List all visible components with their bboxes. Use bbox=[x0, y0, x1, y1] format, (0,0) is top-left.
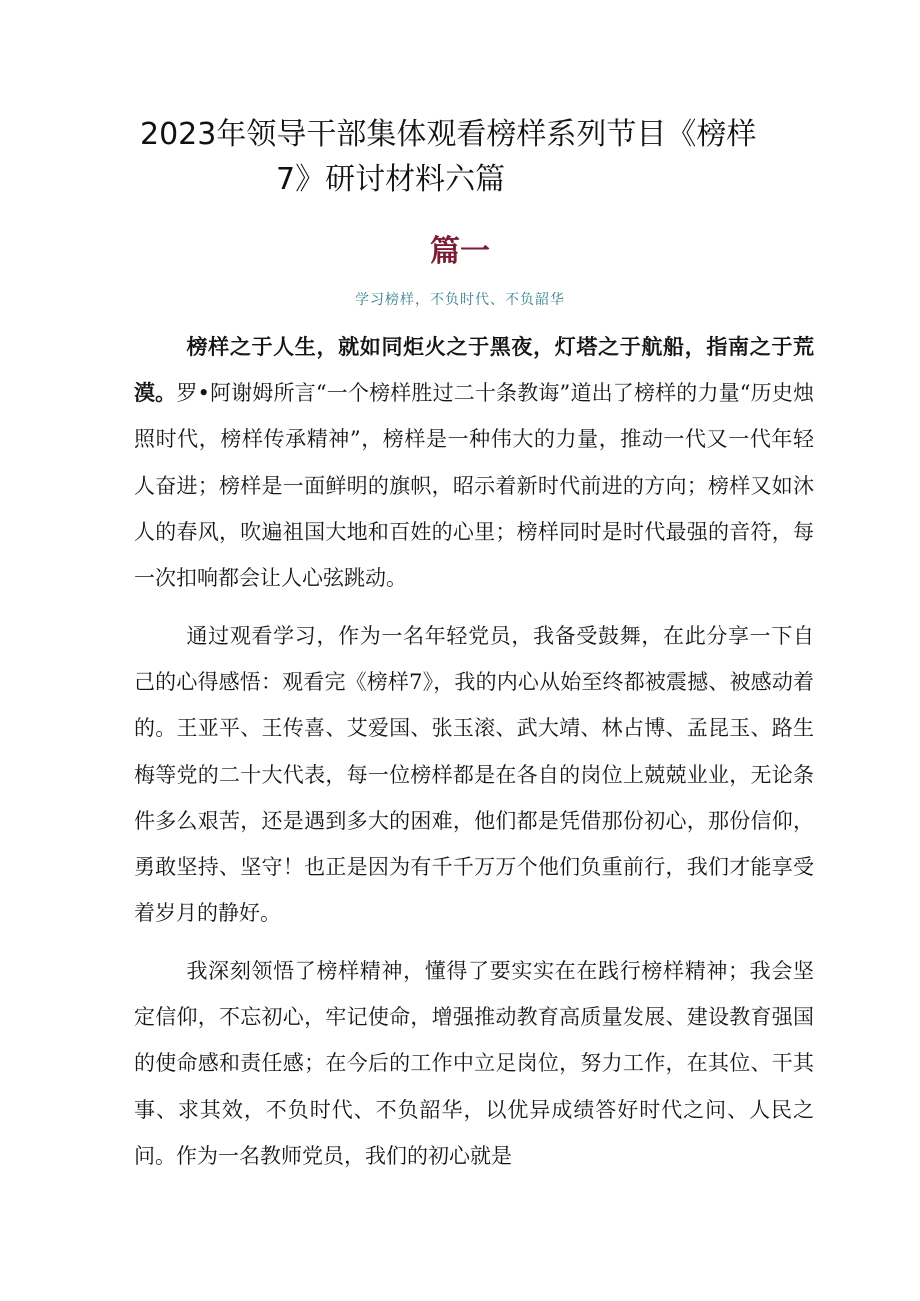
paragraph-2 bbox=[134, 613, 814, 936]
paragraph-2-text: 通过观看学习，作为一名年轻党员，我备受鼓舞，在此分享一下自己的心得感悟：观看完《榜样7》，我的内心从始至终都被震撼、被感动着的。王亚平、王传喜、艾爱国、张玉滚、武大靖、林占博、孟昆玉、路生梅等党的二十大代表，每一位榜样都是在各自的岗位上兢兢业业，无论条件多么艰苦，还是遇到多大的困难，他们都是凭借那份初心，那份信仰，勇敢坚持、坚守！也正是因为有千千万万个他们负重前行，我们才能享受着岁月的静好。 bbox=[134, 624, 814, 926]
paragraph-3-text: 我深刻领悟了榜样精神，懂得了要实实在在践行榜样精神；我会坚定信仰，不忘初心，牢记使命，增强推动教育高质量发展、建设教育强国的使命感和责任感；在今后的工作中立足岗位，努力工作，在其位、干其事、求其效，不负时代、不负韶华，以优异成绩答好时代之问、人民之问。作为一名教师党员，我们的初心就是 bbox=[134, 959, 814, 1168]
document-title bbox=[140, 112, 800, 202]
paragraph-1 bbox=[134, 324, 814, 601]
paragraph-3 bbox=[134, 948, 814, 1179]
document-title-line-2: 7》研讨材料六篇 bbox=[276, 162, 506, 197]
section-subtitle: 学习榜样，不负时代、不负韶华 bbox=[355, 292, 565, 308]
paragraph-1-text: 罗•阿谢姆所言“一个榜样胜过二十条教诲”道出了榜样的力量“历史烛照时代，榜样传承精神”，榜样是一种伟大的力量，推动一代又一代年轻人奋进；榜样是一面鲜明的旗帜，昭示着新时代前进的方向；榜样又如沐人的春风，吹遍祖国大地和百姓的心里；榜样同时是时代最强的音符，每一次扣响都会让人心弦跳动。 bbox=[134, 381, 814, 591]
section-heading: 篇一 bbox=[430, 234, 490, 269]
document-title-line-1: 2023年领导干部集体观看榜样系列节目《榜样 bbox=[140, 117, 757, 152]
paragraph-1-lead: 榜样之于人生，就如同炬火之于黑夜，灯塔之于航船，指南之于荒漠。 bbox=[134, 335, 814, 406]
